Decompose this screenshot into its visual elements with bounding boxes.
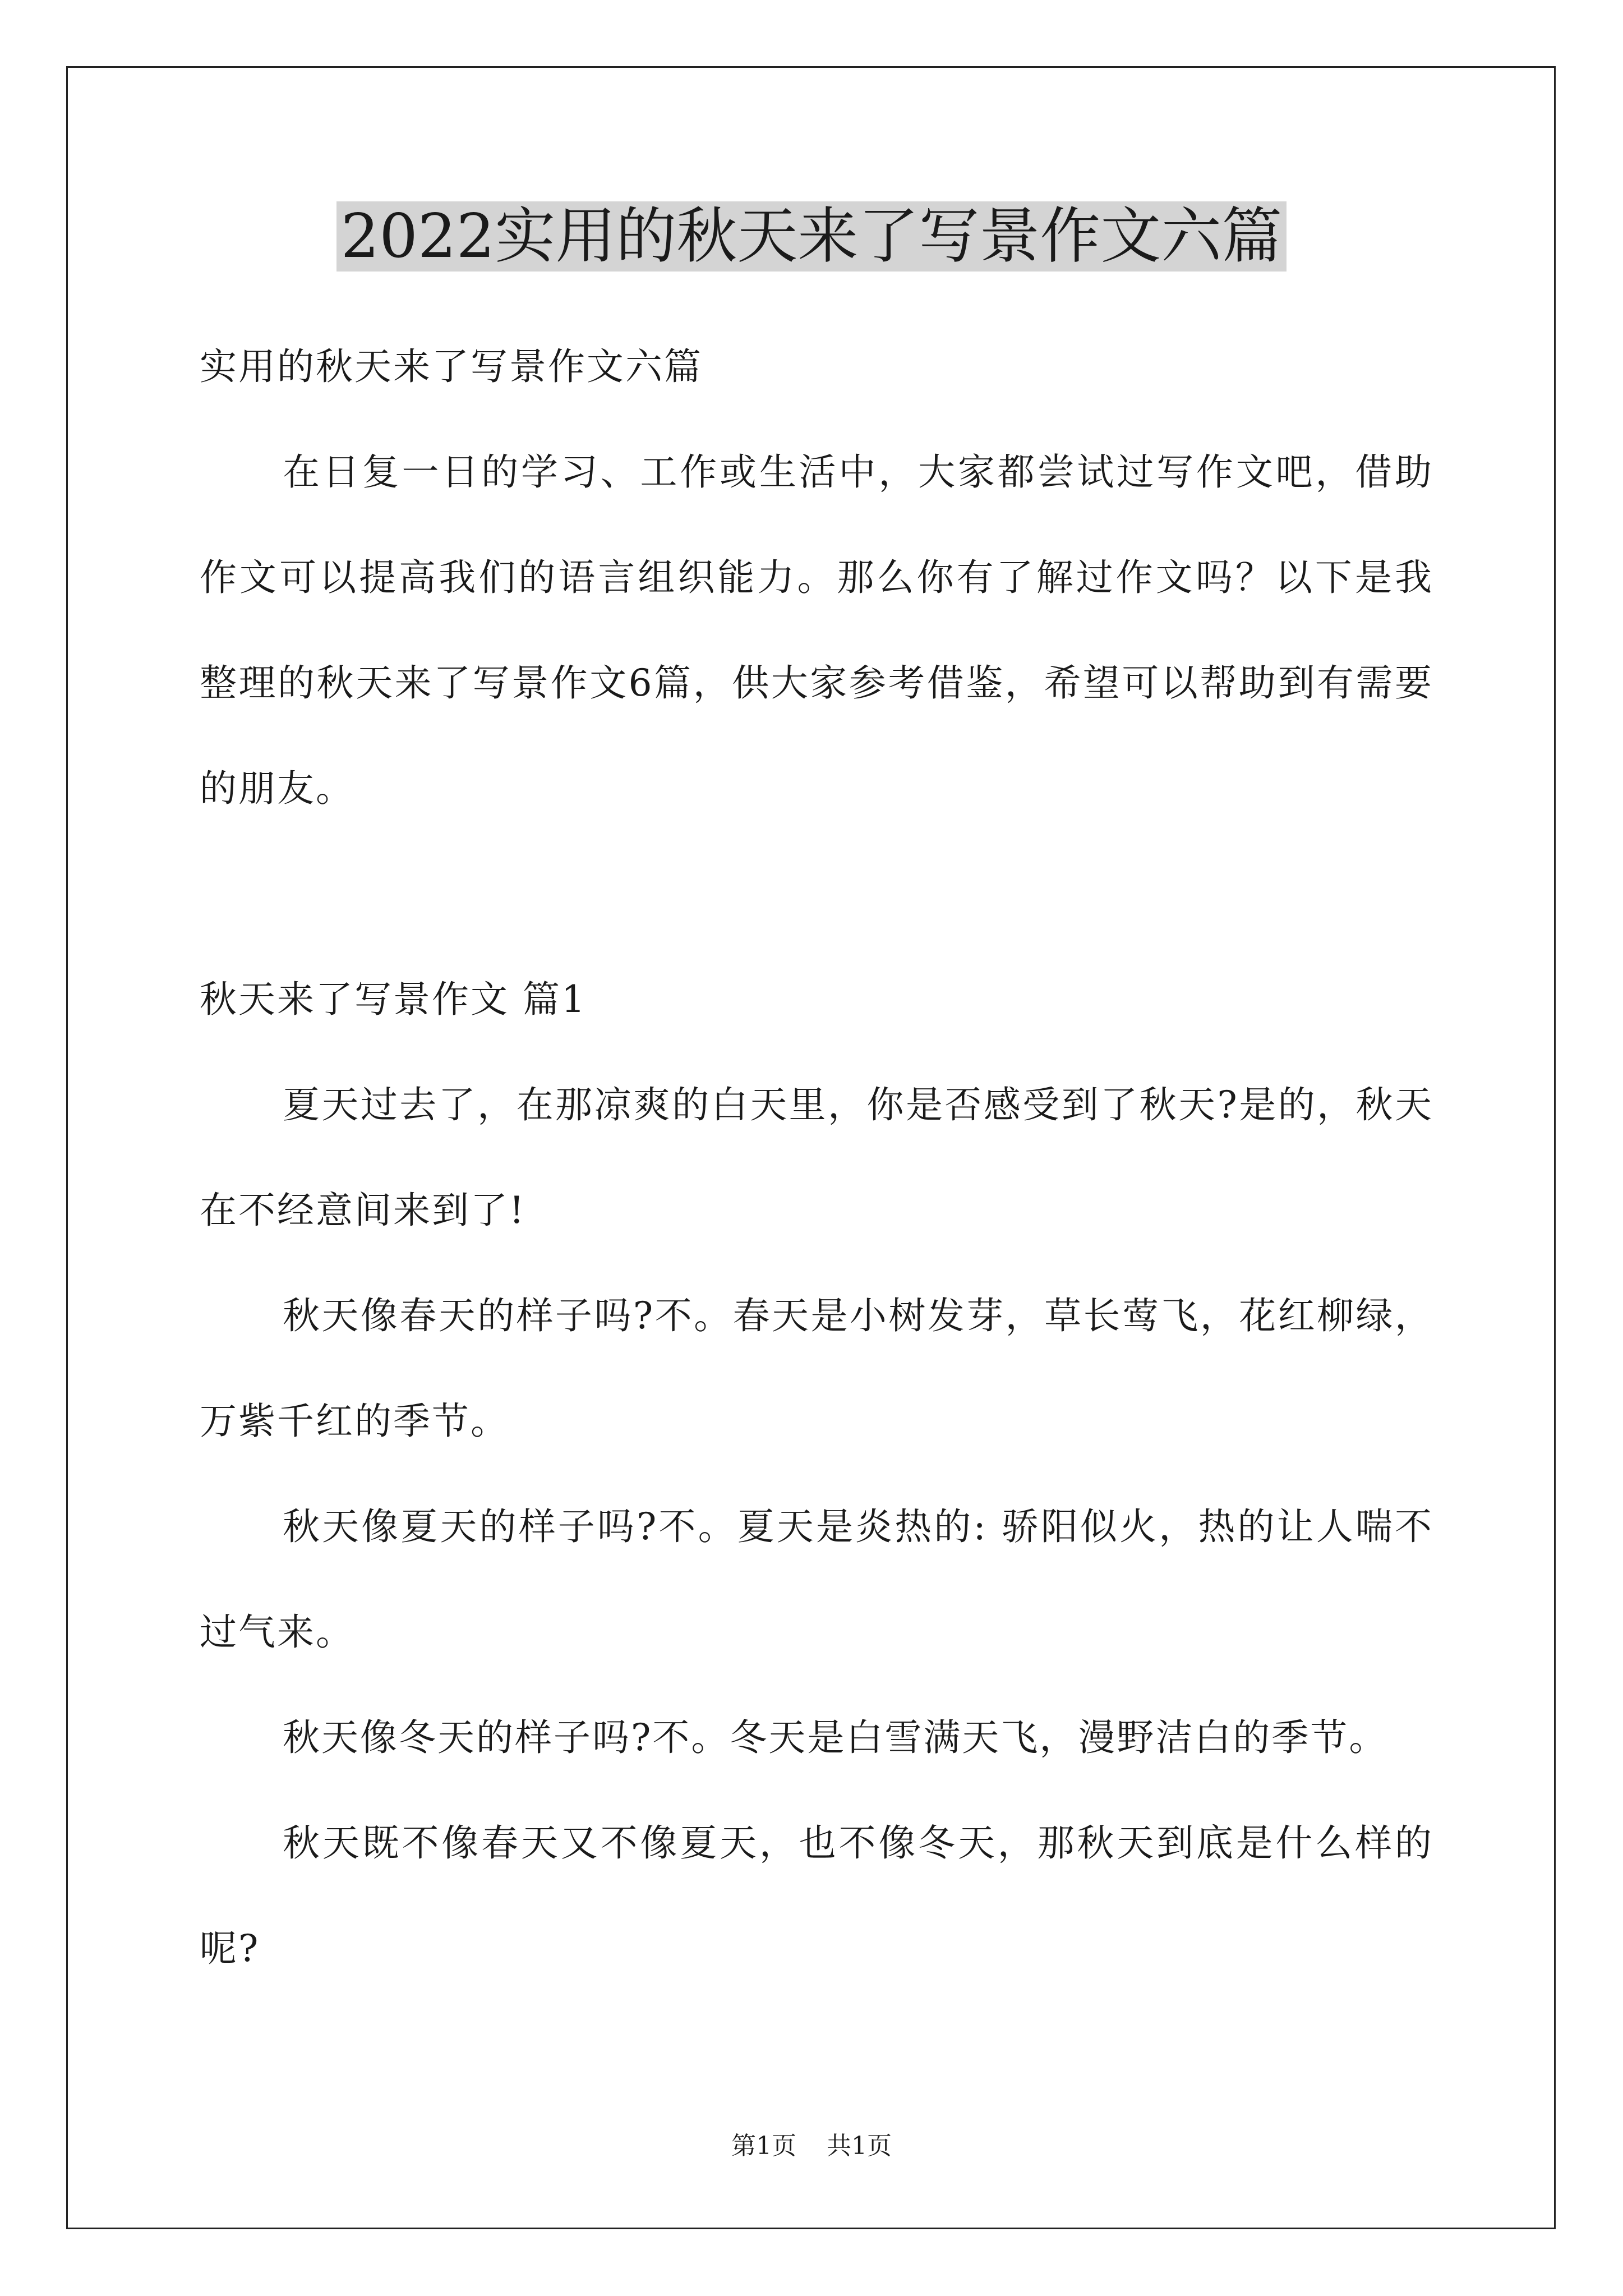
intro-paragraph: 在日复一日的学习、工作或生活中，大家都尝试过写作文吧，借助作文可以提高我们的语言组织能力。那么你有了解过作文吗？以下是我整理的秋天来了写景作文6篇，供大家参考借鉴，希望可以帮助到有需要的朋友。 [200, 450, 1433, 810]
page-number-total: 共1页 [827, 2132, 892, 2160]
document-subtitle: 实用的秋天来了写景作文六篇 [200, 345, 703, 388]
page-footer [0, 2129, 1623, 2163]
body-paragraph: 夏天过去了，在那凉爽的白天里，你是否感受到了秋天?是的，秋天在不经意间来到了! [200, 1083, 1433, 1232]
page-number-current: 第1页 [731, 2132, 796, 2160]
document-title-text: 2022实用的秋天来了写景作文六篇 [336, 201, 1287, 272]
document-body [200, 314, 1433, 2001]
document-title [0, 197, 1623, 276]
body-paragraph: 秋天像冬天的样子吗?不。冬天是白雪满天飞，漫野洁白的季节。 [283, 1716, 1388, 1759]
body-paragraph: 秋天像春天的样子吗?不。春天是小树发芽，草长莺飞，花红柳绿，万紫千红的季节。 [200, 1294, 1433, 1443]
body-paragraph: 秋天像夏天的样子吗?不。夏天是炎热的: 骄阳似火，热的让人喘不过气来。 [200, 1505, 1433, 1654]
section-heading: 秋天来了写景作文 篇1 [200, 978, 587, 1021]
body-paragraph: 秋天既不像春天又不像夏天，也不像冬天，那秋天到底是什么样的呢? [200, 1821, 1433, 1970]
section-spacer [200, 841, 1433, 947]
